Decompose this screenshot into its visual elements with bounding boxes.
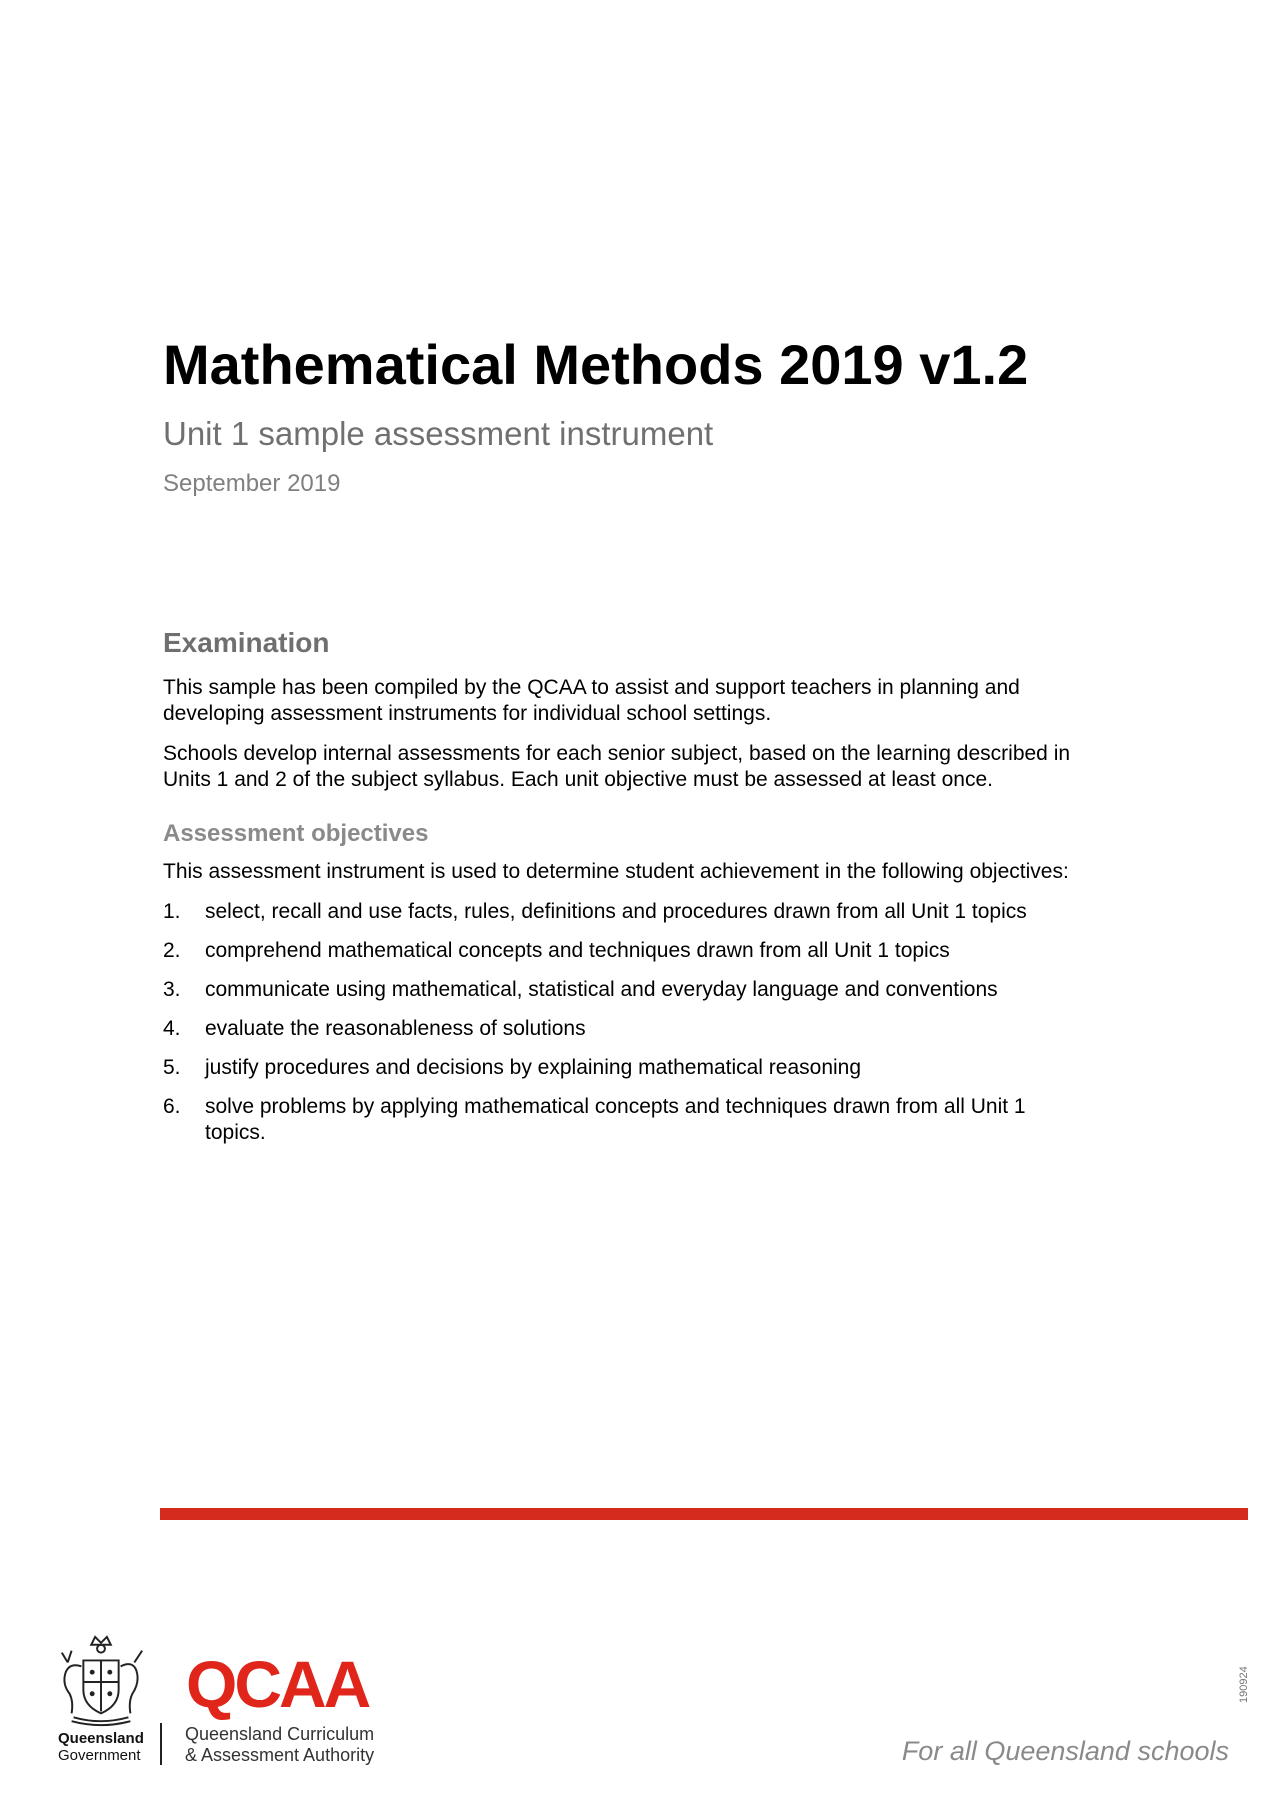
objective-item	[163, 899, 1123, 925]
queensland-crest-icon	[52, 1633, 150, 1731]
objective-item	[163, 977, 1123, 1003]
objectives-intro: This assessment instrument is used to determine student achievement in the following objectives:	[163, 860, 1069, 883]
queensland-government-name	[58, 1730, 144, 1764]
objective-number: 3.	[163, 978, 181, 1001]
qcaa-full-name	[185, 1724, 374, 1766]
main-content	[163, 625, 1123, 1159]
objective-number: 1.	[163, 900, 181, 923]
examination-paragraph-2: Schools develop internal assessments for each senior subject, based on the learning described in Units 1 and 2 of the subject syllabus. Each unit objective must be assessed at least once.	[163, 742, 1071, 791]
objective-number: 6.	[163, 1095, 181, 1118]
document-title: Mathematical Methods 2019 v1.2	[163, 333, 1029, 396]
qcaa-logo: QCAA	[186, 1647, 369, 1721]
document-date: September 2019	[163, 470, 341, 497]
objective-item	[163, 938, 1123, 964]
objective-number: 5.	[163, 1056, 181, 1079]
objective-text: comprehend mathematical concepts and techniques drawn from all Unit 1 topics	[205, 939, 950, 962]
document-subtitle: Unit 1 sample assessment instrument	[163, 415, 714, 452]
examination-heading: Examination	[163, 627, 330, 658]
qcaa-name-line1: Queensland Curriculum	[185, 1724, 375, 1744]
logo-divider	[160, 1723, 162, 1765]
objective-item	[163, 1016, 1123, 1042]
qcaa-name-line2: & Assessment Authority	[185, 1745, 375, 1765]
tagline: For all Queensland schools	[901, 1736, 1229, 1766]
objective-text: evaluate the reasonableness of solutions	[205, 1017, 586, 1040]
gov-name-line2: Government	[58, 1747, 141, 1764]
gov-name-line1: Queensland	[58, 1730, 144, 1747]
document-code: 190924	[1238, 1666, 1250, 1703]
objectives-list	[163, 899, 1123, 1146]
objective-text: solve problems by applying mathematical concepts and techniques drawn from all Unit 1 topics.	[205, 1095, 1026, 1144]
objective-text: communicate using mathematical, statistical and everyday language and conventions	[205, 978, 998, 1001]
examination-paragraph-1: This sample has been compiled by the QCAA to assist and support teachers in planning and developing assessment instruments for individual school settings.	[163, 676, 1020, 725]
objective-text: justify procedures and decisions by explaining mathematical reasoning	[205, 1056, 862, 1079]
objective-item	[163, 1094, 1123, 1146]
objective-item	[163, 1055, 1123, 1081]
objective-number: 2.	[163, 939, 181, 962]
objectives-heading: Assessment objectives	[163, 820, 429, 847]
objective-number: 4.	[163, 1017, 181, 1040]
red-divider-rule	[160, 1508, 1248, 1520]
objective-text: select, recall and use facts, rules, definitions and procedures drawn from all Unit 1 topics	[205, 900, 1027, 923]
